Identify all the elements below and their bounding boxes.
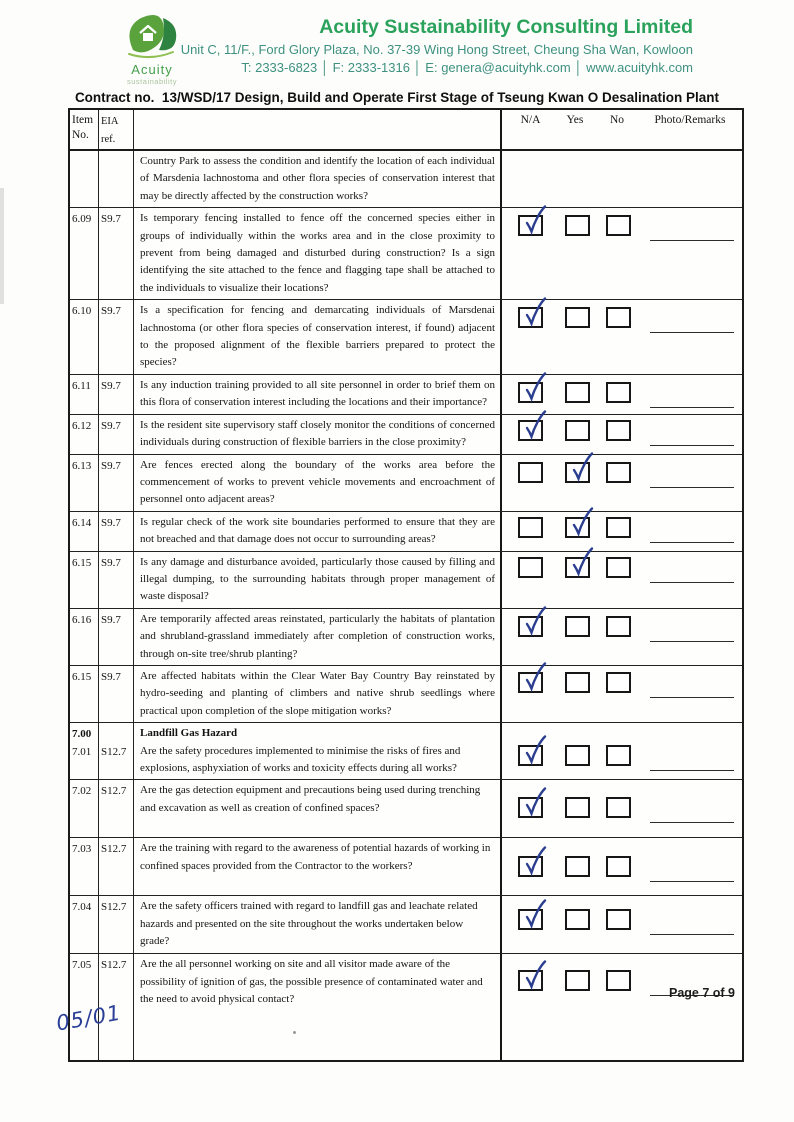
checklist-table [68, 108, 744, 1062]
company-name: Acuity Sustainability Consulting Limited [319, 16, 693, 38]
checkmark-icon [520, 898, 547, 932]
contract-title: Contract no. 13/WSD/17 Design, Build and Operate First Stage of Tseung Kwan O Desalination Plant [74, 90, 720, 105]
checks-cell [502, 415, 738, 454]
no-checkbox [606, 557, 631, 578]
table-row [70, 375, 742, 415]
na-checkbox [518, 616, 543, 637]
checks-cell [502, 300, 738, 374]
remarks-line [650, 881, 734, 882]
na-checkbox [518, 420, 543, 441]
na-checkbox [518, 909, 543, 930]
eia-ref-cell: S9.7 [99, 455, 134, 511]
no-checkbox [606, 616, 631, 637]
yes-checkbox [565, 557, 590, 578]
question-cell [134, 838, 502, 895]
letterhead [181, 16, 693, 75]
checkmark-icon [520, 371, 547, 405]
yes-checkbox [565, 307, 590, 328]
remarks-line [650, 332, 734, 333]
na-checkbox [518, 745, 543, 766]
table-row [70, 609, 742, 666]
logo-tagline-text: sustainability [127, 77, 177, 86]
item-no-cell [70, 151, 99, 207]
eia-ref-cell: S9.7 [99, 375, 134, 414]
company-contact: T: 2333-6823 │ F: 2333-1316 │ E: genera@acuityhk.com │ www.acuityhk.com [241, 60, 693, 75]
checkmark-icon [520, 661, 547, 695]
page-number: Page 7 of 9 [669, 986, 735, 1000]
item-no-cell: 6.12 [70, 415, 99, 454]
checkmark-icon [567, 506, 594, 540]
table-row [70, 666, 742, 723]
checks-cell [502, 838, 738, 895]
item-no-cell: 6.15 [70, 552, 99, 608]
eia-ref-header: EIA ref. [99, 110, 134, 149]
item-no-cell: 7.05 [70, 954, 99, 1060]
na-checkbox [518, 215, 543, 236]
na-checkbox [518, 797, 543, 818]
eia-ref-cell: S9.7 [99, 666, 134, 722]
item-no-cell: 6.10 [70, 300, 99, 374]
leaf-house-logo-icon [115, 10, 189, 64]
yes-checkbox [565, 856, 590, 877]
checkmark-icon [567, 546, 594, 580]
checks-cell [502, 666, 738, 722]
checks-cell [502, 780, 738, 837]
checkmark-icon [520, 204, 547, 238]
item-no-header: Item No. [70, 110, 99, 149]
question-cell [134, 666, 502, 722]
question-cell [134, 723, 502, 779]
checks-cell [502, 375, 738, 414]
no-checkbox [606, 420, 631, 441]
table-row [70, 838, 742, 896]
item-no-cell: 6.16 [70, 609, 99, 665]
no-checkbox [606, 856, 631, 877]
table-row [70, 415, 742, 455]
no-checkbox [606, 797, 631, 818]
yes-checkbox [565, 672, 590, 693]
eia-ref-cell: S12.7 [99, 723, 134, 779]
yes-checkbox [565, 616, 590, 637]
checks-cell [502, 151, 738, 207]
no-column-label: No [609, 114, 625, 126]
yes-checkbox [565, 970, 590, 991]
na-column-label: N/A [520, 114, 541, 126]
table-row [70, 896, 742, 954]
item-no-cell: 6.09 [70, 208, 99, 299]
remarks-line [650, 445, 734, 446]
question-text: Are the training with regard to the awareness of potential hazards of working in confined spaces provided from the Contractor to the workers? [140, 842, 491, 872]
item-no-cell: 7.03 [70, 838, 99, 895]
checks-cell [502, 455, 738, 511]
checks-cell [502, 208, 738, 299]
yes-checkbox [565, 909, 590, 930]
question-text: Is any damage and disturbance avoided, particularly those caused by filling and illegal dumping, to the surrounding habitats through proper management of waste disposal? [140, 555, 495, 603]
checkmark-icon [520, 959, 547, 993]
no-checkbox [606, 215, 631, 236]
yes-checkbox [565, 517, 590, 538]
eia-ref-cell: S9.7 [99, 609, 134, 665]
no-checkbox [606, 909, 631, 930]
eia-ref-cell: S9.7 [99, 300, 134, 374]
table-row [70, 552, 742, 609]
eia-ref-cell: S12.7 [99, 954, 134, 1060]
checkmark-icon [520, 605, 547, 639]
eia-ref-cell: S12.7 [99, 896, 134, 953]
no-checkbox [606, 307, 631, 328]
item-no-cell: 6.13 [70, 455, 99, 511]
item-no-cell: 6.15 [70, 666, 99, 722]
eia-ref-cell: S9.7 [99, 415, 134, 454]
no-checkbox [606, 517, 631, 538]
checks-cell [502, 954, 738, 1060]
table-row [70, 300, 742, 375]
na-checkbox [518, 672, 543, 693]
no-checkbox [606, 745, 631, 766]
question-text: Is a specification for fencing and demarcating individuals of Marsdenai lachnostoma (or other flora species of conservation interest, if found) adjacent to the proposed alignment of the flexible barriers prepared to protect the species? [140, 304, 495, 369]
eia-ref-cell: S12.7 [99, 780, 134, 837]
remarks-line [650, 582, 734, 583]
remarks-line [650, 822, 734, 823]
no-checkbox [606, 970, 631, 991]
checkmark-icon [567, 451, 594, 485]
question-text: Country Park to assess the condition and identify the location of each individual of Marsdenia lachnostoma and other flora species of conservation interest that may be directly affected by the construction works? [140, 155, 495, 202]
na-checkbox [518, 462, 543, 483]
question-cell [134, 415, 502, 454]
checks-cell [502, 723, 738, 779]
no-checkbox [606, 462, 631, 483]
eia-ref-cell: S9.7 [99, 552, 134, 608]
photo-remarks-column-label: Photo/Remarks [654, 114, 726, 126]
table-row [70, 780, 742, 838]
checks-cell [502, 552, 738, 608]
na-checkbox [518, 856, 543, 877]
table-header-row [70, 110, 742, 151]
scan-speck [293, 1031, 296, 1034]
question-header [134, 110, 502, 149]
na-checkbox [518, 557, 543, 578]
checks-cell [502, 609, 738, 665]
yes-checkbox [565, 420, 590, 441]
question-cell [134, 780, 502, 837]
yes-checkbox [565, 797, 590, 818]
na-checkbox [518, 970, 543, 991]
item-no-cell: 7.00 7.01 [70, 723, 99, 779]
checkmark-icon [520, 296, 547, 330]
question-text: Is the resident site supervisory staff closely monitor the conditions of concerned individuals during construction of flexible barriers in the close proximity? [140, 418, 495, 449]
question-cell [134, 375, 502, 414]
yes-checkbox [565, 215, 590, 236]
table-row [70, 151, 742, 208]
scan-edge-artifact [0, 188, 4, 304]
no-checkbox [606, 672, 631, 693]
item-no-cell: 7.04 [70, 896, 99, 953]
item-no-cell: 6.11 [70, 375, 99, 414]
item-no-cell: 6.14 [70, 512, 99, 551]
question-cell [134, 208, 502, 299]
checkmark-icon [520, 786, 547, 820]
question-text: Is temporary fencing installed to fence off the concerned species either in groups of individually within the works area and in the close proximity to prevent from being damaged and disturbed during construction? Is a sign identifying the site attached to the fence and flagging tape shall be attached to the individuals to visualize their locations? [140, 212, 495, 294]
question-cell [134, 954, 502, 1060]
question-cell [134, 455, 502, 511]
question-text: Are the safety procedures implemented to minimise the risks of fires and explosions, asphyxiation of works and toxicity effects during all works? [140, 744, 461, 774]
checkmark-icon [520, 845, 547, 879]
checks-header [502, 110, 738, 149]
table-row [70, 512, 742, 552]
section-title: Landfill Gas Hazard [140, 727, 238, 740]
question-text: Are the all personnel working on site and all visitor made aware of the possibility of ignition of gas, the possible presence of contaminated water and the need to avoid physical contact? [140, 958, 483, 1006]
question-text: Is regular check of the work site boundaries performed to ensure that they are not breached and that damage does not occur to surrounding areas? [140, 515, 495, 546]
remarks-line [650, 240, 734, 241]
table-row [70, 954, 742, 1060]
table-row [70, 208, 742, 300]
remarks-line [650, 697, 734, 698]
question-text: Are the gas detection equipment and precautions being used during trenching and excavation as well as creation of confined spaces? [140, 784, 481, 814]
checks-cell [502, 512, 738, 551]
eia-ref-cell: S9.7 [99, 208, 134, 299]
question-cell [134, 512, 502, 551]
table-body [70, 151, 742, 1060]
logo-brand-text: Acuity [131, 62, 173, 77]
item-no-cell: 7.02 [70, 780, 99, 837]
na-checkbox [518, 307, 543, 328]
eia-ref-cell: S12.7 [99, 838, 134, 895]
no-checkbox [606, 382, 631, 403]
question-text: Is any induction training provided to all site personnel in order to brief them on this flora of conservation interest including the locations and their importance? [140, 378, 495, 409]
question-cell [134, 300, 502, 374]
remarks-line [650, 641, 734, 642]
question-text: Are affected habitats within the Clear Water Bay Country Bay reinstated by hydro-seeding and planting of climbers and native shrub seedlings where practical upon completion of the slope mitigation works? [140, 669, 495, 717]
checkmark-icon [520, 409, 547, 443]
remarks-line [650, 487, 734, 488]
remarks-line [650, 770, 734, 771]
remarks-line [650, 407, 734, 408]
checkmark-icon [520, 734, 547, 768]
question-cell [134, 151, 502, 207]
yes-checkbox [565, 745, 590, 766]
question-cell [134, 896, 502, 953]
checks-cell [502, 896, 738, 953]
table-row [70, 723, 742, 780]
yes-checkbox [565, 382, 590, 403]
na-checkbox [518, 382, 543, 403]
question-text: Are fences erected along the boundary of the works area before the commencement of works to prevent vehicle movements and encroachment of personnel onto adjacent areas? [140, 458, 495, 506]
question-cell [134, 552, 502, 608]
eia-ref-cell: S9.7 [99, 512, 134, 551]
company-address: Unit C, 11/F., Ford Glory Plaza, No. 37-39 Wing Hong Street, Cheung Sha Wan, Kowloon [180, 42, 693, 57]
question-text: Are temporarily affected areas reinstated, particularly the habitats of plantation and shrubland-grassland immediately after completion of construction works, through on-site tree/shrub planting? [140, 612, 495, 660]
table-row [70, 455, 742, 512]
remarks-line [650, 934, 734, 935]
eia-ref-cell [99, 151, 134, 207]
yes-column-label: Yes [566, 114, 584, 126]
yes-checkbox [565, 462, 590, 483]
question-cell [134, 609, 502, 665]
na-checkbox [518, 517, 543, 538]
remarks-line [650, 542, 734, 543]
question-text: Are the safety officers trained with regard to landfill gas and leachate related hazards and presented on the site throughout the works undertaken below grade? [140, 900, 478, 948]
handwritten-date-note: 05/01 [54, 1000, 124, 1036]
